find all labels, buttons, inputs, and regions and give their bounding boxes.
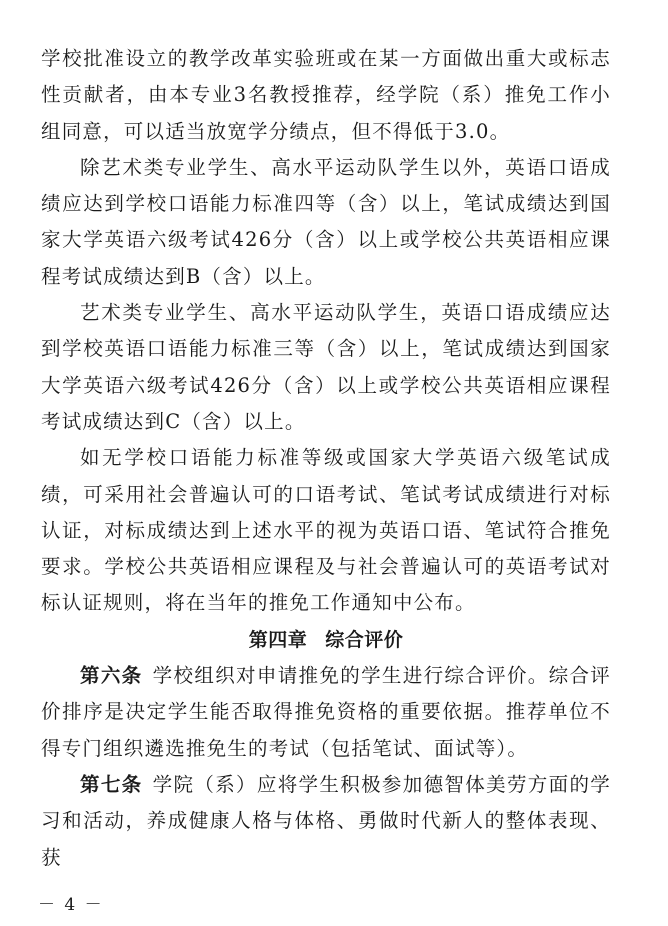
article-six-label: 第六条: [80, 664, 143, 688]
article-seven-text: 学院（系）应将学生积极参加德智体美劳方面的学习和活动，养成健康人格与体格、勇做时代新人的整体表现、获: [41, 772, 611, 869]
paragraph-english-requirement-general: 除艺术类专业学生、高水平运动队学生以外，英语口语成绩应达到学校口语能力标准四等（含）以上，笔试成绩达到国家大学英语六级考试426分（含）以上或学校公共英语相应课程考试成绩达到B（含）以上。: [41, 155, 611, 288]
article-six: [41, 658, 611, 767]
article-seven-label: 第七条: [80, 772, 143, 796]
paragraph-english-requirement-arts-sports: 艺术类专业学生、高水平运动队学生，英语口语成绩应达到学校英语口语能力标准三等（含）以上，笔试成绩达到国家大学英语六级考试426分（含）以上或学校公共英语相应课程考试成绩达到C（含）以上。: [41, 301, 611, 433]
chapter-heading: [41, 622, 611, 658]
paragraph-english-equivalence: 如无学校口语能力标准等级或国家大学英语六级笔试成绩，可采用社会普遍认可的口语考试、笔试考试成绩进行对标认证，对标成绩达到上述水平的视为英语口语、笔试符合推免要求。学校公共英语相应课程及与社会普遍认可的英语考试对标认证规则，将在当年的推免工作通知中公布。: [41, 446, 611, 615]
page-number: － 4 －: [38, 895, 104, 915]
article-seven: [41, 767, 611, 876]
paragraph-honor-exception: 学校批准设立的教学改革实验班或在某一方面做出重大或标志性贡献者，由本专业3名教授推荐，经学院（系）推免工作小组同意，可以适当放宽学分绩点，但不得低于3.0。: [41, 47, 611, 143]
article-six-text: 学校组织对申请推免的学生进行综合评价。综合评价排序是决定学生能否取得推免资格的重要依据。推荐单位不得专门组织遴选推免生的考试（包括笔试、面试等）。: [41, 664, 611, 760]
document-body: [41, 41, 611, 876]
chapter-title: 综合评价: [325, 628, 404, 651]
chapter-number: 第四章: [248, 628, 308, 651]
